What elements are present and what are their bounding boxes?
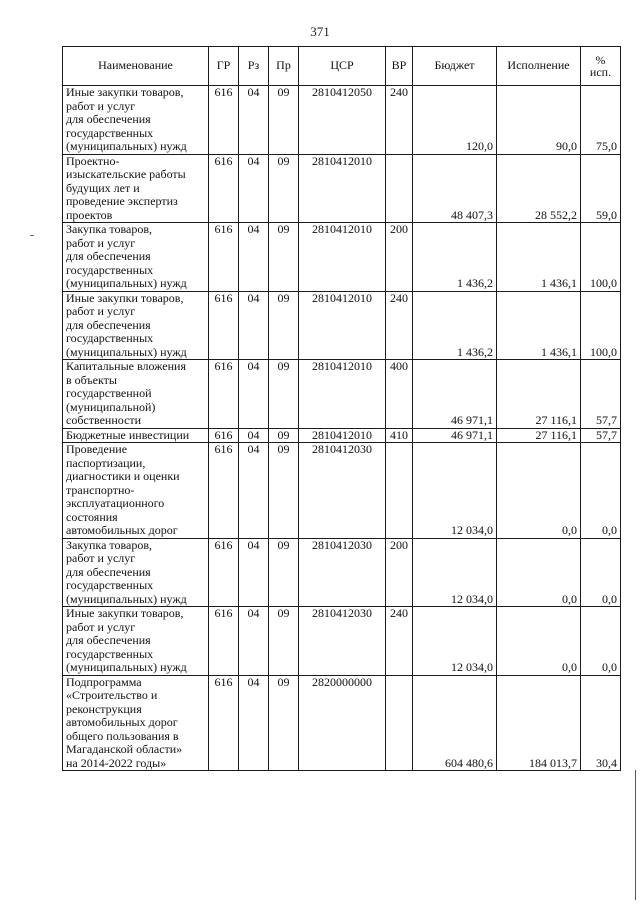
row-name [63, 428, 209, 443]
row-name-text: Закупка товаров, работ и услуг для обеспечения государственных (муниципальных) нужд [66, 222, 187, 290]
row-csr: 2810412030 [299, 538, 386, 607]
header-vr: ВР [386, 47, 413, 86]
row-percent: 57,7 [581, 428, 621, 443]
row-pr: 09 [269, 675, 299, 771]
table-row [63, 86, 621, 155]
row-percent: 30,4 [581, 675, 621, 771]
row-vr: 410 [386, 428, 413, 443]
header-percent-sign: % [595, 53, 606, 67]
row-percent: 100,0 [581, 223, 621, 292]
row-name-text: Капитальные вложения в объекты государственной (муниципальной) собственности [66, 359, 186, 427]
row-budget: 12 034,0 [413, 443, 497, 539]
row-execution: 0,0 [497, 538, 581, 607]
table-row [63, 154, 621, 223]
row-vr: 200 [386, 223, 413, 292]
header-execution: Исполнение [497, 47, 581, 86]
row-execution: 0,0 [497, 443, 581, 539]
row-pr: 09 [269, 154, 299, 223]
row-budget: 1 436,2 [413, 223, 497, 292]
row-pr: 09 [269, 360, 299, 429]
row-gr: 616 [209, 223, 239, 292]
row-budget: 48 407,3 [413, 154, 497, 223]
scan-edge-line [635, 770, 636, 900]
row-budget: 46 971,1 [413, 428, 497, 443]
row-vr: 200 [386, 538, 413, 607]
header-rz: Рз [239, 47, 269, 86]
row-csr: 2810412050 [299, 86, 386, 155]
row-name-text: Проектно- изыскательские работы будущих лет и проведение экспертиз проектов [66, 153, 186, 222]
row-vr: 240 [386, 607, 413, 676]
row-percent: 0,0 [581, 607, 621, 676]
row-execution: 1 436,1 [497, 291, 581, 360]
row-pr: 09 [269, 443, 299, 539]
header-row [63, 47, 621, 86]
table-row [63, 360, 621, 429]
header-gr: ГР [209, 47, 239, 86]
row-rz: 04 [239, 86, 269, 155]
header-budget: Бюджет [413, 47, 497, 86]
row-gr: 616 [209, 607, 239, 676]
row-percent: 100,0 [581, 291, 621, 360]
row-vr: 400 [386, 360, 413, 429]
budget-execution-table [62, 46, 621, 771]
row-rz: 04 [239, 538, 269, 607]
row-gr: 616 [209, 428, 239, 443]
row-budget: 120,0 [413, 86, 497, 155]
row-csr: 2810412010 [299, 291, 386, 360]
row-csr: 2810412010 [299, 223, 386, 292]
table-row [63, 538, 621, 607]
row-name-text: Иные закупки товаров, работ и услуг для обеспечения государственных (муниципальных) нужд [66, 85, 187, 153]
header-csr: ЦСР [299, 47, 386, 86]
row-name-text: Подпрограмма «Строительство и реконструкция автомобильных дорог общего пользования в Магаданской области» на 2014-2022 годы» [66, 674, 183, 770]
row-execution: 27 116,1 [497, 428, 581, 443]
row-rz: 04 [239, 291, 269, 360]
row-csr: 2810412030 [299, 607, 386, 676]
row-execution: 27 116,1 [497, 360, 581, 429]
row-percent: 57,7 [581, 360, 621, 429]
row-execution: 90,0 [497, 86, 581, 155]
row-pr: 09 [269, 607, 299, 676]
table-row [63, 223, 621, 292]
row-pr: 09 [269, 428, 299, 443]
row-budget: 1 436,2 [413, 291, 497, 360]
row-rz: 04 [239, 428, 269, 443]
row-vr [386, 675, 413, 771]
row-pr: 09 [269, 291, 299, 360]
header-percent-label: исп. [589, 65, 612, 79]
table-body [63, 86, 621, 771]
row-execution: 0,0 [497, 607, 581, 676]
row-percent: 75,0 [581, 86, 621, 155]
row-gr: 616 [209, 675, 239, 771]
row-rz: 04 [239, 154, 269, 223]
row-pr: 09 [269, 538, 299, 607]
row-name-text: Проведение паспортизации, диагностики и оценки транспортно- эксплуатационного состояния автомобильных дорог [66, 442, 180, 537]
row-gr: 616 [209, 360, 239, 429]
row-budget: 46 971,1 [413, 360, 497, 429]
row-gr: 616 [209, 86, 239, 155]
header-percent [581, 47, 621, 86]
row-vr [386, 154, 413, 223]
row-gr: 616 [209, 443, 239, 539]
row-name [63, 443, 209, 539]
table-row [63, 607, 621, 676]
table-row [63, 675, 621, 771]
row-vr: 240 [386, 291, 413, 360]
row-gr: 616 [209, 291, 239, 360]
row-name-text: Иные закупки товаров, работ и услуг для обеспечения государственных (муниципальных) нужд [66, 606, 187, 674]
header-name: Наименование [63, 47, 209, 86]
row-name [63, 607, 209, 676]
scan-artifact-mark [30, 235, 34, 236]
row-pr: 09 [269, 86, 299, 155]
row-name-text: Иные закупки товаров, работ и услуг для обеспечения государственных (муниципальных) нужд [66, 290, 187, 359]
row-rz: 04 [239, 675, 269, 771]
row-execution: 1 436,1 [497, 223, 581, 292]
row-name-text: Бюджетные инвестиции [66, 427, 190, 442]
row-csr: 2810412010 [299, 154, 386, 223]
row-rz: 04 [239, 223, 269, 292]
row-percent: 0,0 [581, 538, 621, 607]
row-name [63, 223, 209, 292]
row-csr: 2810412010 [299, 428, 386, 443]
row-rz: 04 [239, 360, 269, 429]
row-percent: 0,0 [581, 443, 621, 539]
row-name [63, 360, 209, 429]
page-number: 371 [310, 24, 330, 39]
table-row [63, 428, 621, 443]
row-budget: 12 034,0 [413, 607, 497, 676]
row-name [63, 291, 209, 360]
header-pr: Пр [269, 47, 299, 86]
row-name [63, 154, 209, 223]
table-row [63, 443, 621, 539]
row-budget: 12 034,0 [413, 538, 497, 607]
row-gr: 616 [209, 154, 239, 223]
row-budget: 604 480,6 [413, 675, 497, 771]
row-execution: 184 013,7 [497, 675, 581, 771]
row-execution: 28 552,2 [497, 154, 581, 223]
row-csr: 2810412030 [299, 443, 386, 539]
row-pr: 09 [269, 223, 299, 292]
row-vr [386, 443, 413, 539]
row-name-text: Закупка товаров, работ и услуг для обеспечения государственных (муниципальных) нужд [66, 537, 187, 606]
row-name [63, 538, 209, 607]
row-gr: 616 [209, 538, 239, 607]
row-vr: 240 [386, 86, 413, 155]
row-csr: 2810412010 [299, 360, 386, 429]
row-name [63, 86, 209, 155]
row-rz: 04 [239, 607, 269, 676]
table-row [63, 291, 621, 360]
row-percent: 59,0 [581, 154, 621, 223]
row-name [63, 675, 209, 771]
row-rz: 04 [239, 443, 269, 539]
row-csr: 2820000000 [299, 675, 386, 771]
